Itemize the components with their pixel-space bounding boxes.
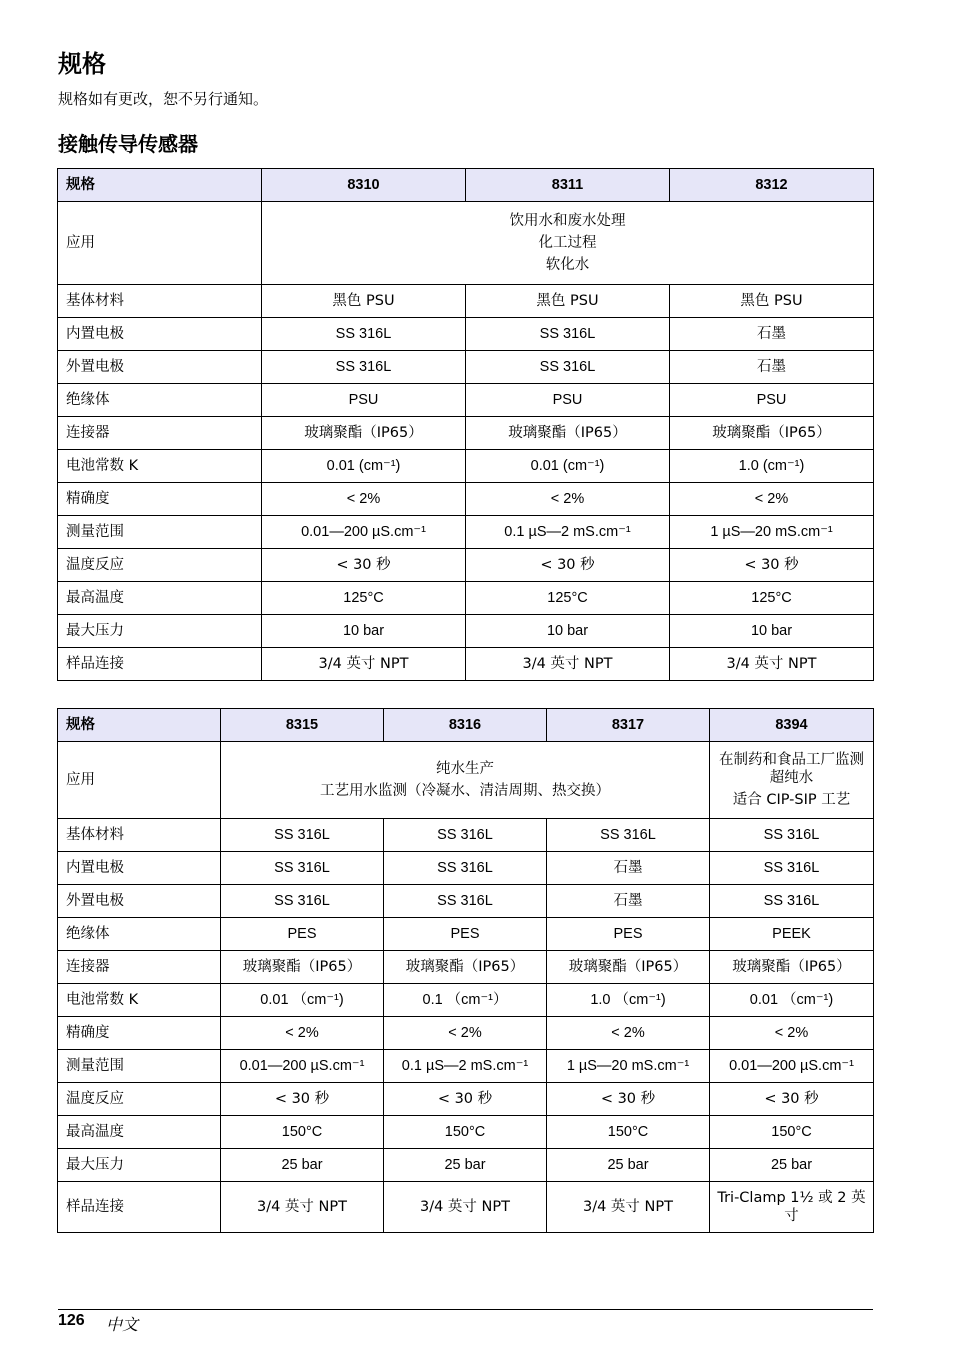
table-cell: 玻璃聚酯（IP65） [384,951,547,984]
table-cell: SS 316L [221,819,384,852]
table-cell: 石墨 [547,852,710,885]
header-cell: 8394 [710,709,874,742]
table-cell: 125°C [466,582,670,615]
table-cell: 25 bar [547,1149,710,1182]
header-cell: 8316 [384,709,547,742]
table-cell: 3/4 英寸 NPT [466,648,670,681]
table-cell: 玻璃聚酯（IP65） [547,951,710,984]
application-line: 纯水生产 [436,760,494,777]
table-row [58,819,874,852]
footer-language: 中文 [106,1315,139,1334]
table-row [58,549,874,582]
table-cell: SS 316L [221,852,384,885]
table-row [58,318,874,351]
table-cell: 150°C [547,1116,710,1149]
table-cell: 0.01—200 µS.cm⁻¹ [221,1050,384,1083]
table-cell: SS 316L [384,852,547,885]
page-number: 126 [58,1312,85,1329]
table-cell: PES [547,918,710,951]
row-label: 样品连接 [58,1182,221,1233]
table-cell: 0.1 µS—2 mS.cm⁻¹ [384,1050,547,1083]
table-cell: 0.01—200 µS.cm⁻¹ [262,516,466,549]
table-cell: 0.1 µS—2 mS.cm⁻¹ [466,516,670,549]
table-cell: 0.01 (cm⁻¹) [466,450,670,483]
table-row [58,1050,874,1083]
table-cell: 3/4 英寸 NPT [670,648,874,681]
table-cell: 3/4 英寸 NPT [221,1182,384,1233]
table-cell: 125°C [262,582,466,615]
row-label: 样品连接 [58,648,262,681]
table-cell: 石墨 [670,351,874,384]
spec-change-note: 规格如有更改，恕不另行通知。 [58,90,269,108]
table-cell: 石墨 [547,885,710,918]
table-cell: 1 µS—20 mS.cm⁻¹ [547,1050,710,1083]
table-cell: PSU [466,384,670,417]
spec-table-8310-8312 [57,168,874,681]
row-label: 测量范围 [58,1050,221,1083]
row-label: 绝缘体 [58,384,262,417]
row-label: 电池常数 K [58,450,262,483]
header-cell: 8310 [262,169,466,202]
row-label: 内置电极 [58,318,262,351]
table-cell: 玻璃聚酯（IP65） [221,951,384,984]
header-cell: 8312 [670,169,874,202]
table-cell: SS 316L [384,819,547,852]
table-row [58,202,874,285]
row-label: 最高温度 [58,1116,221,1149]
table-row [58,742,874,819]
table-cell: 0.01 （cm⁻¹) [221,984,384,1017]
table-cell: 150°C [221,1116,384,1149]
application-cell [262,202,874,285]
table-cell: < 2% [547,1017,710,1050]
row-label: 绝缘体 [58,918,221,951]
table-cell: PSU [670,384,874,417]
table-cell: 黑色 PSU [262,285,466,318]
table-cell: 玻璃聚酯（IP65） [262,417,466,450]
table-cell: SS 316L [710,852,874,885]
table-cell: < 2% [221,1017,384,1050]
table-row [58,450,874,483]
header-cell: 8315 [221,709,384,742]
table-row [58,516,874,549]
application-cell-8394 [710,742,874,819]
table-row [58,615,874,648]
table-cell: < 30 秒 [466,549,670,582]
row-label: 应用 [58,202,262,285]
row-label: 外置电极 [58,885,221,918]
application-line: 软化水 [545,257,590,274]
table-cell: 0.01—200 µS.cm⁻¹ [710,1050,874,1083]
table-row [58,1116,874,1149]
table-cell: < 30 秒 [221,1083,384,1116]
table-cell: SS 316L [547,819,710,852]
table-cell: < 30 秒 [384,1083,547,1116]
table-row [58,582,874,615]
row-label: 电池常数 K [58,984,221,1017]
table-cell: PES [221,918,384,951]
table-cell: 玻璃聚酯（IP65） [670,417,874,450]
row-label: 外置电极 [58,351,262,384]
table-row [58,1083,874,1116]
table-cell: SS 316L [710,819,874,852]
table-cell: SS 316L [384,885,547,918]
table-row [58,918,874,951]
application-line: 饮用水和废水处理 [509,212,626,229]
table-cell: 1.0 （cm⁻¹) [547,984,710,1017]
page-title: 规格 [58,50,106,78]
table-row [58,1149,874,1182]
row-label: 精确度 [58,483,262,516]
row-label: 测量范围 [58,516,262,549]
table-cell: SS 316L [221,885,384,918]
table-cell: 0.1 （cm⁻¹） [384,984,547,1017]
table-cell: SS 316L [466,318,670,351]
table-cell: 黑色 PSU [466,285,670,318]
footer-divider [58,1309,873,1310]
spec-table-8315-8394 [57,708,874,1233]
table-cell: < 30 秒 [710,1083,874,1116]
application-line: 化工过程 [538,234,597,251]
table-row [58,885,874,918]
table-cell: 10 bar [262,615,466,648]
table-row [58,951,874,984]
header-cell: 8317 [547,709,710,742]
row-label: 精确度 [58,1017,221,1050]
application-cell [221,742,710,819]
table-cell: 3/4 英寸 NPT [262,648,466,681]
table-row [58,483,874,516]
application-line: 工艺用水监测（冷凝水、清洁周期、热交换） [320,783,610,799]
table-cell: 黑色 PSU [670,285,874,318]
table-cell: 石墨 [670,318,874,351]
table-cell: 3/4 英寸 NPT [547,1182,710,1233]
table-cell: < 2% [670,483,874,516]
table-row [58,984,874,1017]
table-cell: 10 bar [670,615,874,648]
table-row [58,417,874,450]
header-cell: 规格 [58,169,262,202]
table-cell: PEEK [710,918,874,951]
table-cell: 0.01 (cm⁻¹) [262,450,466,483]
row-label: 基体材料 [58,285,262,318]
table-cell: < 2% [710,1017,874,1050]
row-label: 应用 [58,742,221,819]
table-cell: < 30 秒 [262,549,466,582]
table-header-row [58,709,874,742]
table-cell: SS 316L [710,885,874,918]
section-title: 接触传导传感器 [58,132,198,156]
row-label: 温度反应 [58,1083,221,1116]
table-row [58,1017,874,1050]
table-cell: 玻璃聚酯（IP65） [710,951,874,984]
application-line: 在制药和食品工厂监测超纯水 [719,751,864,786]
row-label: 最大压力 [58,1149,221,1182]
table-cell: 3/4 英寸 NPT [384,1182,547,1233]
table-cell: 25 bar [710,1149,874,1182]
table-cell: 1.0 (cm⁻¹) [670,450,874,483]
table-cell: 150°C [384,1116,547,1149]
table-row [58,351,874,384]
table-row [58,852,874,885]
table-cell: SS 316L [466,351,670,384]
table-cell: 玻璃聚酯（IP65） [466,417,670,450]
table-cell: 10 bar [466,615,670,648]
table-cell: 25 bar [384,1149,547,1182]
table-cell: < 2% [466,483,670,516]
table-cell: SS 316L [262,318,466,351]
table-header-row [58,169,874,202]
row-label: 连接器 [58,417,262,450]
table-cell: Tri-Clamp 1½ 或 2 英寸 [710,1182,874,1233]
row-label: 连接器 [58,951,221,984]
table-cell: < 30 秒 [547,1083,710,1116]
table-cell: PES [384,918,547,951]
row-label: 内置电极 [58,852,221,885]
table-cell: 0.01 （cm⁻¹) [710,984,874,1017]
table-cell: < 2% [262,483,466,516]
table-row [58,1182,874,1233]
table-row [58,648,874,681]
header-cell: 8311 [466,169,670,202]
table-row [58,384,874,417]
table-cell: < 2% [384,1017,547,1050]
application-line: 适合 CIP-SIP 工艺 [732,792,851,809]
table-cell: 125°C [670,582,874,615]
table-cell: 150°C [710,1116,874,1149]
table-cell: SS 316L [262,351,466,384]
table-cell: PSU [262,384,466,417]
table-row [58,285,874,318]
row-label: 温度反应 [58,549,262,582]
table-cell: < 30 秒 [670,549,874,582]
row-label: 最大压力 [58,615,262,648]
row-label: 基体材料 [58,819,221,852]
table-cell: 1 µS—20 mS.cm⁻¹ [670,516,874,549]
row-label: 最高温度 [58,582,262,615]
header-cell: 规格 [58,709,221,742]
table-cell: 25 bar [221,1149,384,1182]
